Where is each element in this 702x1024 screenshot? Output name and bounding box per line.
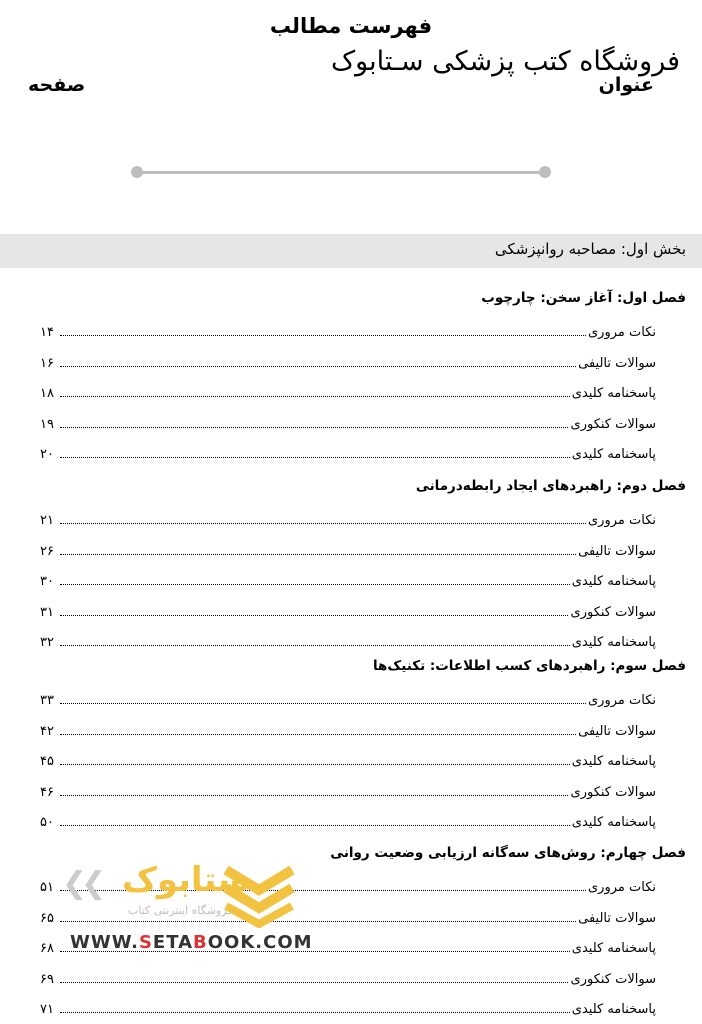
toc-row-label: پاسخنامه کلیدی (571, 635, 656, 650)
store-brand: فروشگاه کتب پزشکی سـتابوک (331, 46, 680, 77)
toc-row[interactable] (40, 442, 656, 462)
toc-row-label: سوالات تالیفی (578, 543, 656, 559)
toc-row-page: ۷۱ (40, 1002, 54, 1017)
toc-row-page: ۱۴ (40, 325, 54, 340)
toc-row-page: ۳۰ (40, 574, 54, 589)
chapter-title: فصل چهارم: روش‌های سه‌گانه ارزیابی وضعیت روانی (330, 845, 686, 861)
toc-row[interactable] (40, 508, 656, 528)
watermark-chevron-icon (220, 862, 298, 928)
toc-row-page: ۶۸ (40, 941, 54, 956)
toc-row-page: ۶۵ (40, 910, 54, 926)
toc-row-label: پاسخنامه کلیدی (571, 447, 656, 462)
chapter-title: فصل دوم: راهبردهای ایجاد رابطه‌درمانی (415, 478, 686, 494)
toc-row[interactable] (40, 381, 656, 401)
toc-row-page: ۴۲ (40, 723, 54, 739)
dot-leader (60, 584, 596, 585)
dot-leader (60, 554, 596, 555)
toc-row-page: ۲۰ (40, 447, 54, 462)
toc-row[interactable] (40, 600, 656, 620)
toc-row[interactable] (40, 688, 656, 708)
dot-leader (60, 795, 596, 796)
dot-leader (60, 335, 596, 336)
dot-leader (60, 615, 596, 616)
watermark-url: WWW.SETABOOK.COM (70, 932, 313, 953)
toc-row-page: ۱۹ (40, 416, 54, 432)
toc-row[interactable] (40, 412, 656, 432)
toc-row-label: سوالات تالیفی (578, 355, 656, 371)
watermark-tagline: فروشگاه اینترنتی کتاب (128, 904, 233, 917)
watermark-arrows-icon: ❮❮ (62, 866, 101, 901)
toc-row-page: ۴۵ (40, 754, 54, 769)
toc-row[interactable] (40, 320, 656, 340)
toc-row-label: سوالات کنکوری (570, 604, 656, 620)
toc-row-label: پاسخنامه کلیدی (571, 574, 656, 589)
toc-row[interactable] (40, 997, 656, 1017)
dot-leader (60, 734, 596, 735)
watermark-logo-text: ستابوک (122, 860, 251, 900)
dot-leader (60, 1012, 596, 1013)
toc-row-label: نکات مروری (588, 513, 656, 528)
toc-row-page: ۶۹ (40, 971, 54, 987)
dot-leader (60, 427, 596, 428)
toc-title: فهرست مطالب (269, 14, 433, 38)
column-title-header: عنوان (598, 74, 654, 96)
toc-row-page: ۳۱ (40, 604, 54, 620)
toc-row[interactable] (40, 539, 656, 559)
toc-row-label: سوالات تالیفی (578, 910, 656, 926)
toc-row-label: سوالات تالیفی (578, 723, 656, 739)
toc-row[interactable] (40, 780, 656, 800)
toc-row-label: پاسخنامه کلیدی (571, 815, 656, 830)
toc-row-label: پاسخنامه کلیدی (571, 754, 656, 769)
dot-leader (60, 523, 596, 524)
dot-leader (60, 366, 596, 367)
section-label: بخش اول: مصاحبه روانپزشکی (494, 240, 686, 258)
toc-row-label: پاسخنامه کلیدی (571, 941, 656, 956)
divider-dot-right (539, 166, 551, 178)
toc-row-page: ۳۳ (40, 693, 54, 708)
toc-row[interactable] (40, 630, 656, 650)
toc-row[interactable] (40, 810, 656, 830)
dot-leader (60, 982, 596, 983)
toc-row-label: نکات مروری (588, 880, 656, 895)
toc-row-page: ۲۶ (40, 543, 54, 559)
toc-row-page: ۲۱ (40, 513, 54, 528)
header-divider (137, 171, 545, 174)
chapter-title: فصل اول: آغاز سخن: چارچوب (481, 290, 686, 306)
dot-leader (60, 825, 596, 826)
toc-row-page: ۵۱ (40, 880, 54, 895)
dot-leader (60, 645, 596, 646)
toc-row[interactable] (40, 719, 656, 739)
toc-row-label: سوالات کنکوری (570, 416, 656, 432)
toc-row[interactable] (40, 967, 656, 987)
toc-row[interactable] (40, 569, 656, 589)
chapter-title: فصل سوم: راهبردهای کسب اطلاعات: تکنیک‌ها (372, 658, 686, 674)
toc-row-page: ۱۸ (40, 386, 54, 401)
dot-leader (60, 703, 596, 704)
toc-row-page: ۴۶ (40, 784, 54, 800)
toc-row-page: ۵۰ (40, 815, 54, 830)
toc-row-label: نکات مروری (588, 693, 656, 708)
toc-row[interactable] (40, 351, 656, 371)
toc-row-page: ۳۲ (40, 635, 54, 650)
toc-row-label: پاسخنامه کلیدی (571, 386, 656, 401)
dot-leader (60, 396, 596, 397)
dot-leader (60, 764, 596, 765)
divider-dot-left (131, 166, 143, 178)
toc-row-label: نکات مروری (588, 325, 656, 340)
toc-row-label: سوالات کنکوری (570, 971, 656, 987)
column-page-header: صفحه (28, 74, 86, 96)
toc-row-page: ۱۶ (40, 355, 54, 371)
toc-row[interactable] (40, 749, 656, 769)
toc-row-label: سوالات کنکوری (570, 784, 656, 800)
toc-row-label: پاسخنامه کلیدی (571, 1002, 656, 1017)
dot-leader (60, 457, 596, 458)
